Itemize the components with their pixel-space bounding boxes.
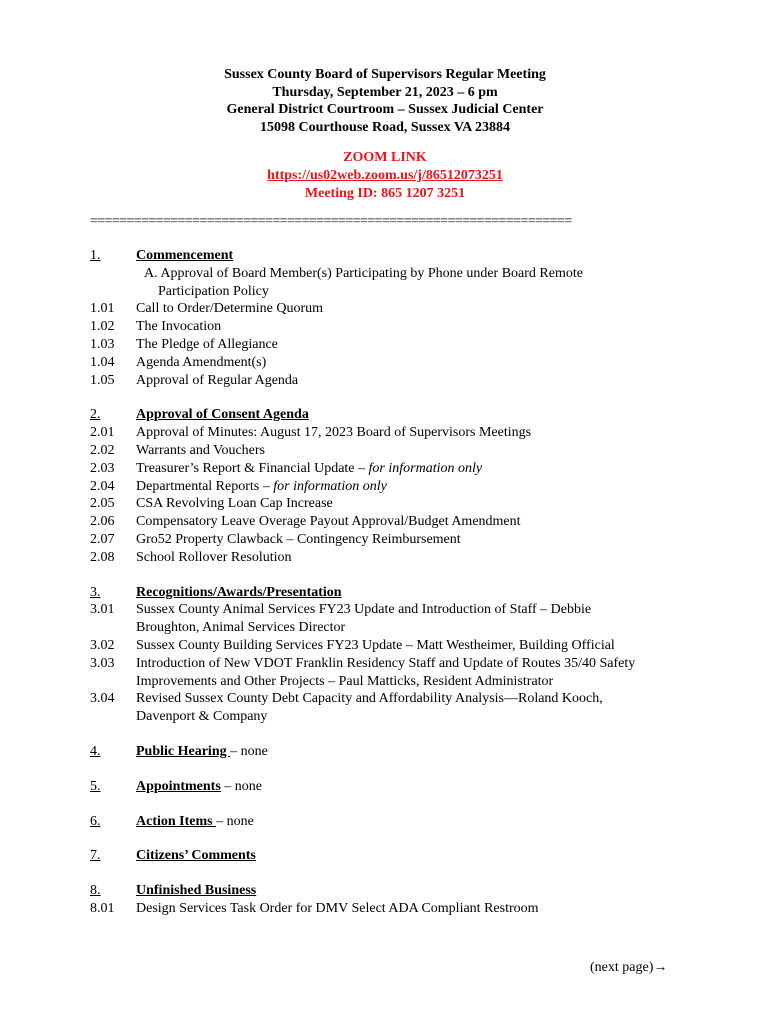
item-number: 3.01 (90, 602, 115, 618)
zoom-label: ZOOM LINK (343, 150, 427, 165)
section-title: Action Items (136, 813, 217, 829)
section-heading (90, 743, 690, 761)
item-number: 2.08 (90, 549, 115, 565)
agenda-section (90, 778, 690, 796)
agenda-item (90, 513, 690, 531)
item-text: Departmental Reports – (136, 478, 274, 494)
section-suffix: – none (216, 813, 254, 829)
item-text: CSA Revolving Loan Cap Increase (136, 496, 333, 512)
agenda-item (90, 637, 690, 655)
section-number: 5. (90, 778, 101, 794)
subitem-row-continued (90, 283, 690, 301)
section-number: 1. (90, 248, 101, 263)
agenda-item (90, 300, 690, 318)
agenda-item (90, 318, 690, 336)
agenda-item (90, 655, 690, 673)
agenda-item-continued (90, 708, 690, 726)
next-page-indicator: (next page)→ (590, 960, 668, 975)
agenda-section (90, 847, 690, 865)
agenda-item (90, 690, 690, 708)
item-text: Design Services Task Order for DMV Select ADA Compliant Restroom (136, 900, 539, 916)
meeting-address: 15098 Courthouse Road, Sussex VA 23884 (260, 119, 510, 135)
section-heading (90, 247, 690, 265)
section-title: Citizens’ Comments (136, 848, 256, 864)
section-heading (90, 813, 690, 831)
agenda-item (90, 460, 690, 478)
section-suffix: – none (230, 743, 268, 759)
item-number: 2.02 (90, 442, 115, 458)
divider-line: ================================================================== (90, 214, 572, 229)
section-number: 8. (90, 883, 101, 899)
item-number: 2.06 (90, 514, 115, 530)
item-text: Approval of Regular Agenda (136, 372, 299, 388)
item-text-continued: Broughton, Animal Services Director (136, 620, 346, 636)
section-title: Recognitions/Awards/Presentation (136, 584, 342, 600)
section-heading (90, 847, 690, 865)
agenda-section (90, 406, 690, 566)
item-number: 2.03 (90, 460, 115, 476)
agenda-item (90, 442, 690, 460)
subitem-text-continued: Participation Policy (158, 283, 269, 299)
item-text: Treasurer’s Report & Financial Update – (136, 460, 369, 476)
agenda-item (90, 549, 690, 567)
item-number: 1.03 (90, 336, 115, 352)
item-text: Gro52 Property Clawback – Contingency Reimbursement (136, 531, 461, 547)
section-title: Appointments (136, 778, 221, 794)
section-title: Public Hearing (136, 743, 231, 759)
agenda-item-continued (90, 673, 690, 691)
agenda-list (90, 247, 690, 935)
section-heading (90, 584, 690, 602)
section-suffix: – none (220, 778, 263, 794)
section-title: Commencement (136, 248, 234, 263)
agenda-section (90, 813, 690, 831)
item-number: 1.04 (90, 354, 115, 370)
item-text: Agenda Amendment(s) (136, 354, 267, 370)
zoom-meeting-id: Meeting ID: 865 1207 3251 (304, 186, 466, 201)
item-text: Approval of Minutes: August 17, 2023 Board of Supervisors Meetings (136, 425, 532, 441)
item-text: The Pledge of Allegiance (136, 336, 278, 352)
item-text: School Rollover Resolution (136, 549, 292, 565)
zoom-link[interactable]: https://us02web.zoom.us/j/86512073251 (267, 168, 503, 183)
item-note: for information only (273, 478, 387, 494)
section-heading (90, 778, 690, 796)
section-title: Unfinished Business (136, 883, 257, 899)
section-heading (90, 406, 690, 424)
section-number: 6. (90, 813, 101, 829)
agenda-item (90, 900, 690, 918)
item-number: 8.01 (90, 900, 115, 916)
item-number: 2.04 (90, 478, 115, 494)
item-number: 2.01 (90, 425, 115, 441)
item-text-continued: Improvements and Other Projects – Paul Matticks, Resident Administrator (136, 673, 554, 689)
item-text: Introduction of New VDOT Franklin Residency Staff and Update of Routes 35/40 Safety (136, 655, 636, 671)
item-number: 3.02 (90, 637, 115, 653)
section-title: Approval of Consent Agenda (136, 407, 309, 423)
item-text-continued: Davenport & Company (136, 709, 268, 725)
agenda-item (90, 531, 690, 549)
item-text: Warrants and Vouchers (136, 442, 265, 458)
item-text: Sussex County Building Services FY23 Update – Matt Westheimer, Building Official (136, 637, 615, 653)
item-number: 3.04 (90, 691, 115, 707)
subitem-text: A. Approval of Board Member(s) Participating by Phone under Board Remote (144, 265, 583, 281)
agenda-section (90, 247, 690, 389)
section-number: 7. (90, 848, 101, 864)
agenda-item (90, 354, 690, 372)
section-number: 4. (90, 743, 101, 759)
section-heading (90, 882, 690, 900)
zoom-info (0, 149, 770, 203)
item-number: 2.05 (90, 496, 115, 512)
agenda-item (90, 372, 690, 390)
item-text: Revised Sussex County Debt Capacity and Affordability Analysis—Roland Kooch, (136, 691, 603, 707)
item-number: 2.07 (90, 531, 115, 547)
agenda-section (90, 743, 690, 761)
agenda-item (90, 336, 690, 354)
agenda-item (90, 478, 690, 496)
meeting-title: Sussex County Board of Supervisors Regular Meeting (224, 67, 546, 82)
subitem-row (90, 265, 690, 283)
item-number: 1.05 (90, 372, 115, 388)
meeting-header (0, 66, 770, 136)
section-number: 2. (90, 407, 101, 423)
item-number: 1.01 (90, 301, 115, 317)
item-text: Sussex County Animal Services FY23 Update and Introduction of Staff – Debbie (136, 602, 592, 618)
agenda-item-continued (90, 619, 690, 637)
item-number: 1.02 (90, 319, 115, 335)
item-text: The Invocation (136, 319, 222, 335)
agenda-item (90, 601, 690, 619)
agenda-item (90, 424, 690, 442)
meeting-location: General District Courtroom – Sussex Judicial Center (226, 102, 544, 117)
agenda-section (90, 584, 690, 726)
item-text: Compensatory Leave Overage Payout Approval/Budget Amendment (136, 514, 521, 530)
section-number: 3. (90, 584, 101, 600)
item-number: 3.03 (90, 655, 115, 671)
agenda-item (90, 495, 690, 513)
item-text: Call to Order/Determine Quorum (136, 301, 324, 317)
agenda-section (90, 882, 690, 918)
meeting-date: Thursday, September 21, 2023 – 6 pm (272, 84, 498, 100)
item-note: for information only (368, 460, 483, 476)
